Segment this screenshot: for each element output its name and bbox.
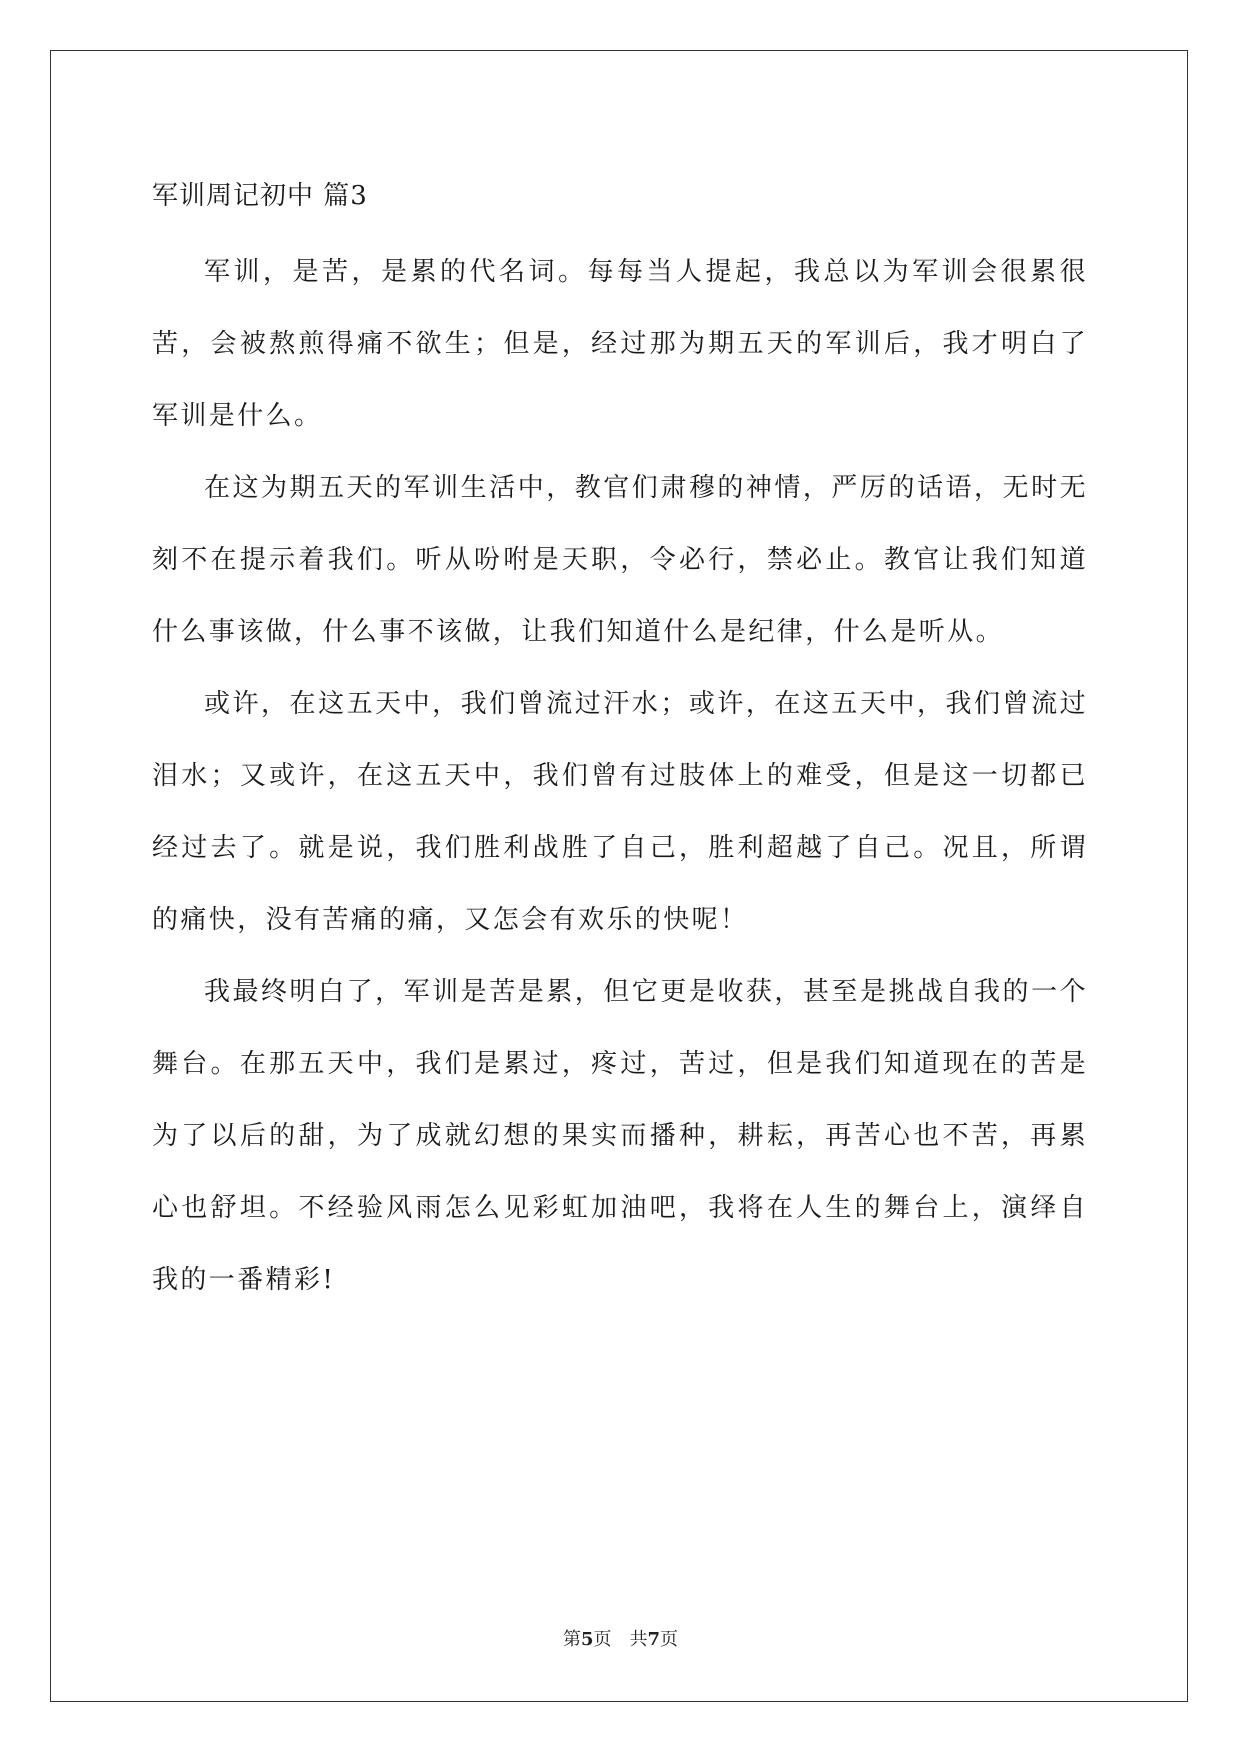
paragraph-3: 或许，在这五天中，我们曾流过汗水；或许，在这五天中，我们曾流过泪水；又或许，在这五天中，我们曾有过肢体上的难受，但是这一切都已经过去了。就是说，我们胜利战胜了自己，胜利超越了自己。况且，所谓的痛快，没有苦痛的痛，又怎会有欢乐的快呢！ <box>152 689 1088 935</box>
page-prefix: 第 <box>562 1629 581 1650</box>
paragraph-2: 在这为期五天的军训生活中，教官们肃穆的神情，严厉的话语，无时无刻不在提示着我们。听从吩咐是天职，令必行，禁必止。教官让我们知道什么事该做，什么事不该做，让我们知道什么是纪律，什么是听从。 <box>152 473 1088 647</box>
total-unit: 页 <box>660 1629 679 1650</box>
total-prefix: 共 <box>629 1629 648 1650</box>
paragraph-4: 我最终明白了，军训是苦是累，但它更是收获，甚至是挑战自我的一个舞台。在那五天中，我们是累过，疼过，苦过，但是我们知道现在的苦是为了以后的甜，为了成就幻想的果实而播种，耕耘，再苦心也不苦，再累心也舒坦。不经验风雨怎么见彩虹加油吧，我将在人生的舞台上，演绎自我的一番精彩! <box>152 977 1088 1295</box>
page-unit: 页 <box>593 1629 612 1650</box>
page-current: 5 <box>580 1629 594 1650</box>
document-title: 军训周记初中 篇3 <box>152 181 368 211</box>
document-body <box>152 164 1088 1316</box>
page-footer <box>0 1625 1241 1651</box>
paragraph-1: 军训，是苦，是累的代名词。每每当人提起，我总以为军训会很累很苦，会被熬煎得痛不欲生；但是，经过那为期五天的军训后，我才明白了军训是什么。 <box>152 257 1088 431</box>
page-total: 7 <box>647 1629 661 1650</box>
